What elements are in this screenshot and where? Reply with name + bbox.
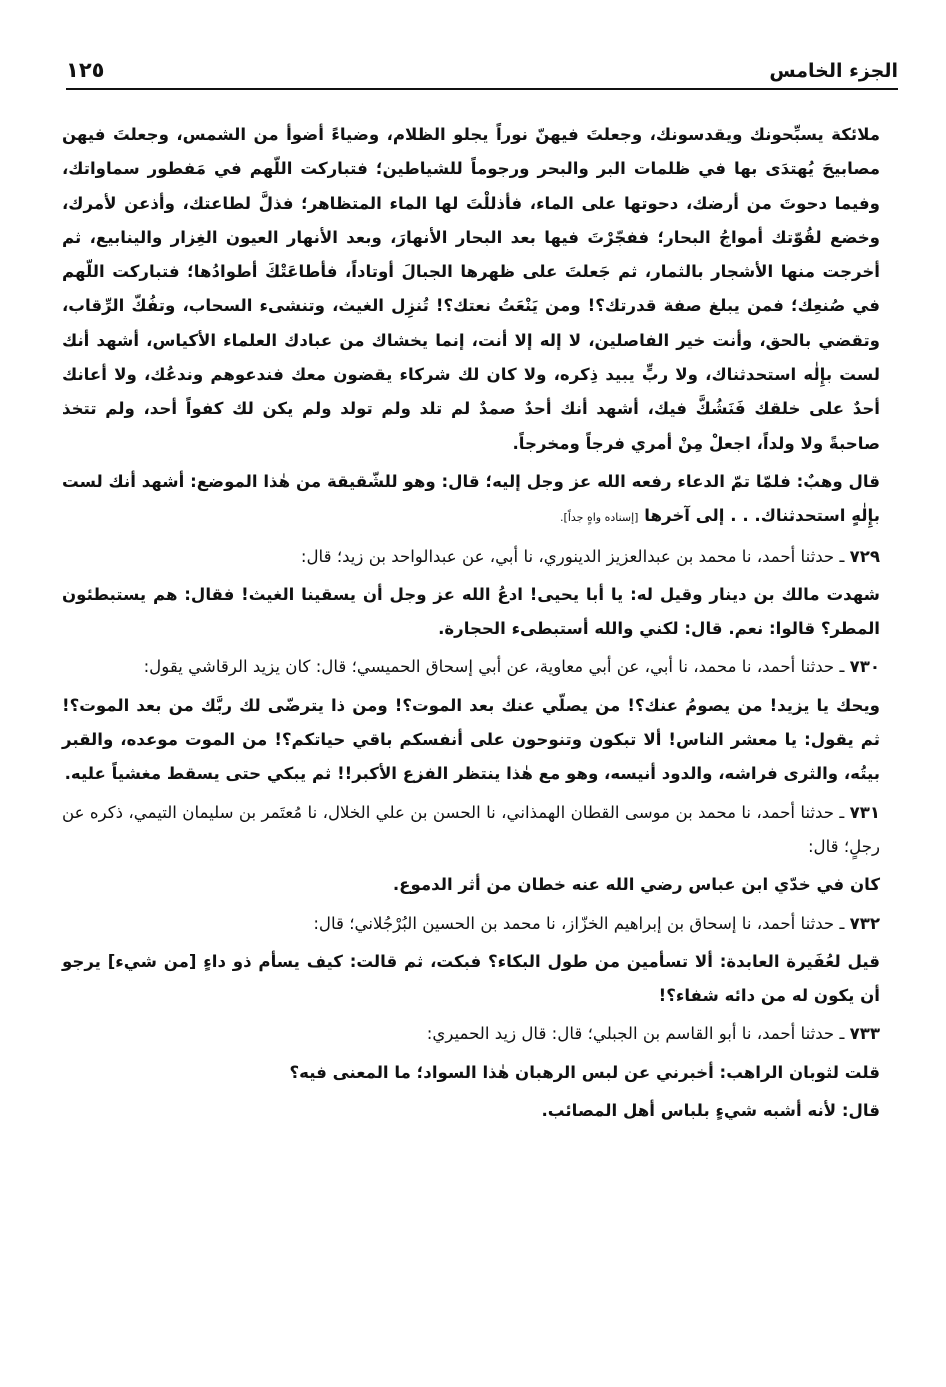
matn-paragraph: قيل لعُفَيرة العابدة: ألا تسأمين من طول البكاء؟ فبكت، ثم قالت: كيف يسأم ذو داءٍ [من شيء] يرجو أن يكون له من دائه شفاء؟! bbox=[62, 951, 880, 1006]
isnad-paragraph bbox=[62, 796, 880, 865]
quote-paragraph bbox=[62, 465, 880, 536]
grading-note: [إسناده واهٍ جداً]. bbox=[560, 511, 639, 525]
matn-paragraph: شهدت مالك بن دينار وقيل له: يا أبا يحيى! ادعُ الله عز وجل أن يسقينا الغيث! فقال: هم يستبطئون المطر؟ قالوا: نعم. قال: لكني والله أستبطىء الحجارة. bbox=[62, 584, 880, 639]
isnad-paragraph bbox=[62, 907, 880, 941]
isnad-paragraph bbox=[62, 1017, 880, 1051]
isnad-text: ـ حدثنا أحمد، نا محمد بن موسى القطان الهمذاني، نا الحسن بن علي الخلال، نا مُعتَمر بن سليمان التيمي، ذكره عن رجلٍ؛ قال: bbox=[62, 802, 880, 856]
matn-paragraph: ويحك يا يزيد! من يصومُ عنك؟! من يصلّي عنك بعد الموت؟! ومن ذا يترضّى لك ربَّك من بعد الموت؟! ثم يقول: يا معشر الناس! ألا تبكون وتنوحون على أنفسكم باقي حياتكم؟! من الموت موعده، والقبر بيتُه، والثرى فراشه، والدود أنيسه، وهو مع هٰذا ينتظر الفزع الأكبر!! ثم يبكي حتى يسقط مغشياً عليه. bbox=[62, 695, 880, 784]
hadith-number: ٧٣٢ bbox=[849, 913, 880, 933]
matn-paragraph: كان في خدّي ابن عباس رضي الله عنه خطان من أثر الدموع. bbox=[392, 875, 880, 895]
running-header bbox=[66, 50, 898, 90]
isnad-paragraph bbox=[62, 650, 880, 684]
isnad-text: ـ حدثنا أحمد، نا إسحاق بن إبراهيم الخزّاز، نا محمد بن الحسين البُرْجُلاني؛ قال: bbox=[313, 913, 845, 933]
part-title: الجزء الخامس bbox=[769, 60, 898, 82]
hadith-number: ٧٣١ bbox=[849, 802, 880, 822]
page-body bbox=[62, 118, 880, 1132]
quote-text: قال وهبٌ: فلمّا تمّ الدعاء رفعه الله عز وجل إليه؛ قال: وهو للشّقيقة من هٰذا الموضع: أشهد أنك لست بإِلٰهٍ استحدثناك. . . إلى آخرها bbox=[62, 471, 880, 526]
isnad-text: ـ حدثنا أحمد، نا محمد بن عبدالعزيز الدينوري، نا أبي، عن عبدالواحد بن زيد؛ قال: bbox=[300, 546, 845, 566]
matn-paragraph: قال: لأنه أشبه شيءٍ بلباس أهل المصائب. bbox=[541, 1101, 880, 1121]
prayer-paragraph: ملائكة يسبِّحونك ويقدسونك، وجعلتَ فيهنّ نوراً يجلو الظلام، وضياءً أضوأ من الشمس، وجعلتَ فيهن مصابيحَ يُهتدَى بها في ظلمات البر والبحر ورجوماً للشياطين؛ فتباركت اللّهم في مَفطور سماواتك، وفيما دحوتَ من أرضك، دحوتها على الماء، فأذللْتَ لها الماء المتظاهر؛ فذلَّ لطاعتك، وأذعن لأمرك، وخضع لقُوّتك أمواجُ البحار؛ ففجّرْتَ فيها بعد البحار الأنهارَ، وبعد الأنهار العيون الغِزار والينابيع، ثم أخرجت منها الأشجار بالثمار، ثم جَعلتَ على ظهرها الجبالَ أوتاداً، فأطاعَتْكَ أطوادُها؛ فتباركت اللّهم في صُنعِك؛ فمن يبلغ صفة قدرتك؟! ومن يَنْعَتُ نعتك؟! تُنزِل الغيث، وتنشىء السحاب، وتفُكّ الرِّقاب، وتقضي بالحق، وأنت خير الفاصلين، لا إله إلا أنت، إنما يخشاك من عبادك العلماء الأكياس، أشهد أنك لست بإِلٰه استحدثناك، ولا ربٍّ يبيد ذِكره، ولا كان لك شركاء يقضون معك فندعوهم وندعُك، ولا أعانك أحدٌ على خلقك فَنَشُكَّ فيك، أشهد أنك أحدٌ صمدٌ لم تلد ولم تولد ولم يكن لك كفواً أحد، ولم تتخذ صاحبةً ولا ولداً، اجعلْ مِنْ أمري فرجاً ومخرجاً. bbox=[62, 125, 880, 453]
hadith-number: ٧٣٣ bbox=[849, 1024, 880, 1044]
hadith-number: ٧٣٠ bbox=[849, 657, 880, 677]
matn-paragraph: قلت لثوبان الراهب: أخبرني عن لبس الرهبان هٰذا السواد؛ ما المعنى فيه؟ bbox=[289, 1062, 880, 1082]
hadith-number: ٧٢٩ bbox=[849, 546, 880, 566]
isnad-text: ـ حدثنا أحمد، نا أبو القاسم بن الجبلي؛ قال: قال زيد الحميري: bbox=[426, 1024, 845, 1044]
page-number: ١٢٥ bbox=[66, 58, 105, 82]
isnad-text: ـ حدثنا أحمد، نا محمد، نا أبي، عن أبي معاوية، عن أبي إسحاق الحميسي؛ قال: كان يزيد الرقاشي يقول: bbox=[143, 657, 845, 677]
isnad-paragraph bbox=[62, 540, 880, 574]
